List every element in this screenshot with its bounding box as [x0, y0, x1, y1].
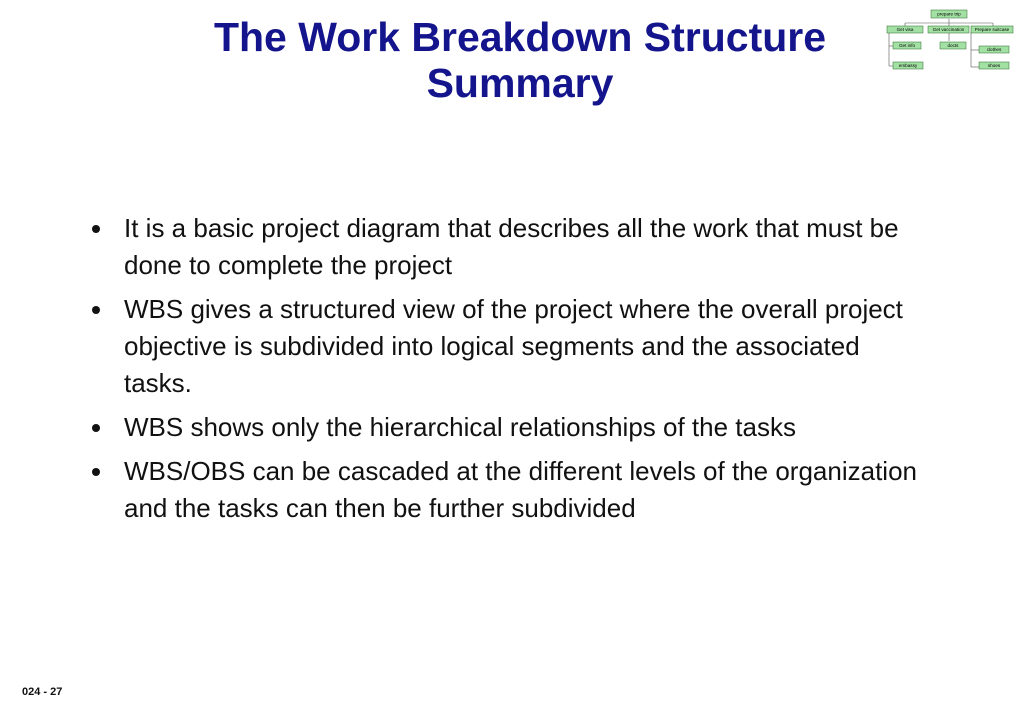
bullet-dot-icon [92, 468, 100, 476]
bullet-item [88, 409, 918, 446]
wbs-node-embassy-label: embassy [898, 63, 918, 68]
slide-title [120, 14, 920, 106]
wbs-node-clothes-label: clothes [986, 47, 1002, 52]
wbs-node-root-label: prepare trip [937, 11, 961, 17]
bullet-text: WBS/OBS can be cascaded at the different levels of the organization and the tasks can then be further subdivided [124, 456, 917, 523]
slide-title-line-2: Summary [426, 60, 614, 106]
bullet-item [88, 453, 918, 527]
wbs-node-prepare-suitcase-label: Prepare suitcase [974, 27, 1010, 32]
bullet-text: It is a basic project diagram that describes all the work that must be done to complete the project [124, 213, 899, 280]
bullet-list [88, 210, 918, 534]
bullet-dot-icon [92, 424, 100, 432]
bullet-text: WBS gives a structured view of the project where the overall project objective is subdivided into logical segments and the associated tasks. [124, 294, 903, 398]
wbs-thumbnail-diagram [883, 6, 1015, 74]
bullet-text: WBS shows only the hierarchical relationships of the tasks [124, 412, 796, 442]
wbs-node-docts-label: docts [947, 43, 959, 48]
bullet-dot-icon [92, 306, 100, 314]
bullet-item [88, 291, 918, 402]
bullet-dot-icon [92, 225, 100, 233]
slide-title-line-1: The Work Breakdown Structure [213, 14, 827, 60]
bullet-item [88, 210, 918, 284]
wbs-node-get-vaccination-label: Get vaccination [932, 27, 965, 32]
slide-number: 024 - 27 [22, 686, 63, 698]
wbs-node-get-visa-label: Get visa [896, 27, 914, 32]
wbs-node-get-info-label: Get info [898, 43, 916, 48]
wbs-node-shoes-label: shoes [987, 63, 1001, 68]
